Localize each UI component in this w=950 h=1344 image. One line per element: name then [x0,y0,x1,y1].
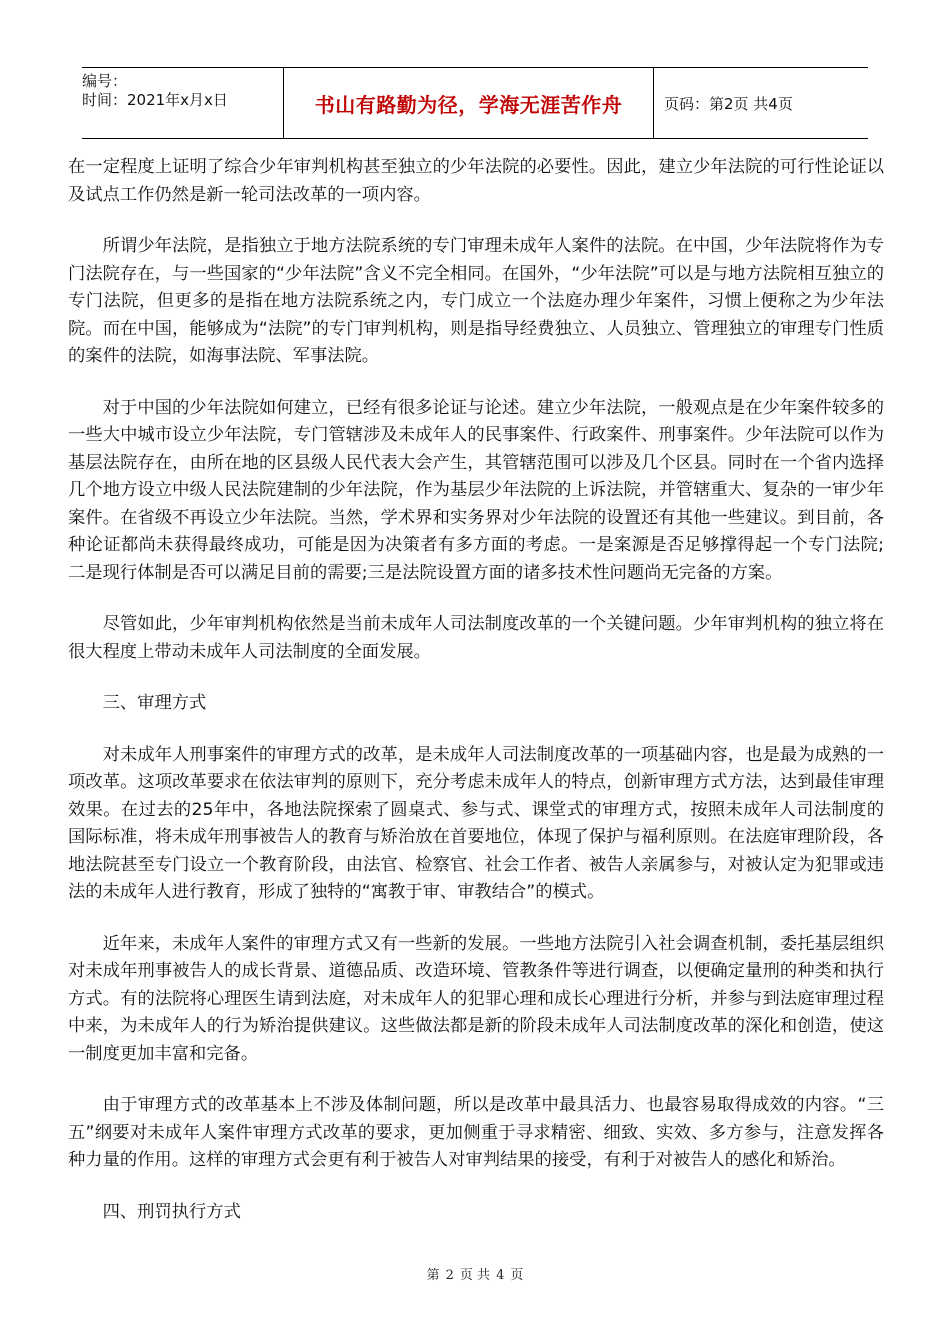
document-header [82,67,868,139]
section-heading: 三、审理方式 [102,693,207,713]
header-page-code: 页码：第2页 共4页 [664,94,793,113]
paragraph: 由于审理方式的改革基本上不涉及体制问题，所以是改革中最具活力、也最容易取得成效的内容。“三五”纲要对未成年人案件审理方式改革的要求，更加侧重于寻求精密、细致、实效、多方参与，注意发挥各种力量的作用。这样的审理方式会更有利于被告人对审判结果的接受，有利于对被告人的感化和矫治。 [68,1095,884,1170]
footer-current-page: 2 [445,1268,454,1283]
paragraph: 所谓少年法院，是指独立于地方法院系统的专门审理未成年人案件的法院。在中国，少年法院将作为专门法院存在，与一些国家的“少年法院”含义不完全相同。在国外，“少年法院”可以是与地方法院相互独立的专门法院，但更多的是指在地方法院系统之内，专门成立一个法庭办理少年案件，习惯上便称之为少年法院。而在中国，能够成为“法院”的专门审判机构，则是指导经费独立、人员独立、管理独立的审理专门性质的案件的法院，如海事法院、军事法院。 [68,236,884,366]
footer-total-pages: 4 [496,1268,505,1283]
page-footer [0,1264,950,1283]
section-heading: 四、刑罚执行方式 [102,1201,241,1222]
footer-prefix: 第 [426,1268,440,1283]
header-meta [82,68,283,138]
paragraph-continued: 在一定程度上证明了综合少年审判机构甚至独立的少年法院的必要性。因此，建立少年法院的可行性论证以及试点工作仍然是新一轮司法改革的一项内容。 [68,157,884,205]
footer-suffix: 页 [510,1268,524,1283]
paragraph: 尽管如此，少年审判机构依然是当前未成年人司法制度改革的一个关键问题。少年审判机构的独立将在很大程度上带动未成年人司法制度的全面发展。 [68,614,884,662]
header-motto: 书山有路勤为径，学海无涯苦作舟 [283,68,654,138]
paragraph: 对于中国的少年法院如何建立，已经有很多论证与论述。建立少年法院，一般观点是在少年案件较多的一些大中城市设立少年法院，专门管辖涉及未成年人的民事案件、行政案件、刑事案件。少年法院可以作为基层法院存在，由所在地的区县级人民代表大会产生，其管辖范围可以涉及几个区县。同时在一个省内选择几个地方设立中级人民法院建制的少年法院，作为基层少年法院的上诉法院，并管辖重大、复杂的一审少年案件。在省级不再设立少年法院。当然，学术界和实务界对少年法院的设置还有其他一些建议。到目前，各种论证都尚未获得最终成功，可能是因为决策者有多方面的考虑。一是案源是否足够撑得起一个专门法院;二是现行体制是否可以满足目前的需要;三是法院设置方面的诸多技术性问题尚无完备的方案。 [68,397,884,583]
document-date: 时间：2021年x月x日 [82,91,228,109]
document-number-label: 编号： [82,72,128,90]
paragraph: 近年来，未成年人案件的审理方式又有一些新的发展。一些地方法院引入社会调查机制，委托基层组织对未成年刑事被告人的成长背景、道德品质、改造环境、管教条件等进行调查，以便确定量刑的种类和执行方式。有的法院将心理医生请到法庭，对未成年人的犯罪心理和成长心理进行分析，并参与到法庭审理过程中来，为未成年人的行为矫治提供建议。这些做法都是新的阶段未成年人司法制度改革的深化和创造，使这一制度更加丰富和完备。 [68,933,884,1064]
paragraph: 对未成年人刑事案件的审理方式的改革，是未成年人司法制度改革的一项基础内容，也是最为成熟的一项改革。这项改革要求在依法审判的原则下，充分考虑未成年人的特点，创新审理方式方法，达到最佳审理效果。在过去的25年中，各地法院探索了圆桌式、参与式、课堂式的审理方式，按照未成年人司法制度的国际标准，将未成年刑事被告人的教育与矫治放在首要地位，体现了保护与福利原则。在法庭审理阶段，各地法院甚至专门设立一个教育阶段，由法官、检察官、社会工作者、被告人亲属参与，对被认定为犯罪或违法的未成年人进行教育，形成了独特的“寓教于审、审教结合”的模式。 [68,744,884,902]
document-body [68,154,884,1250]
footer-middle: 页 共 [459,1268,491,1283]
